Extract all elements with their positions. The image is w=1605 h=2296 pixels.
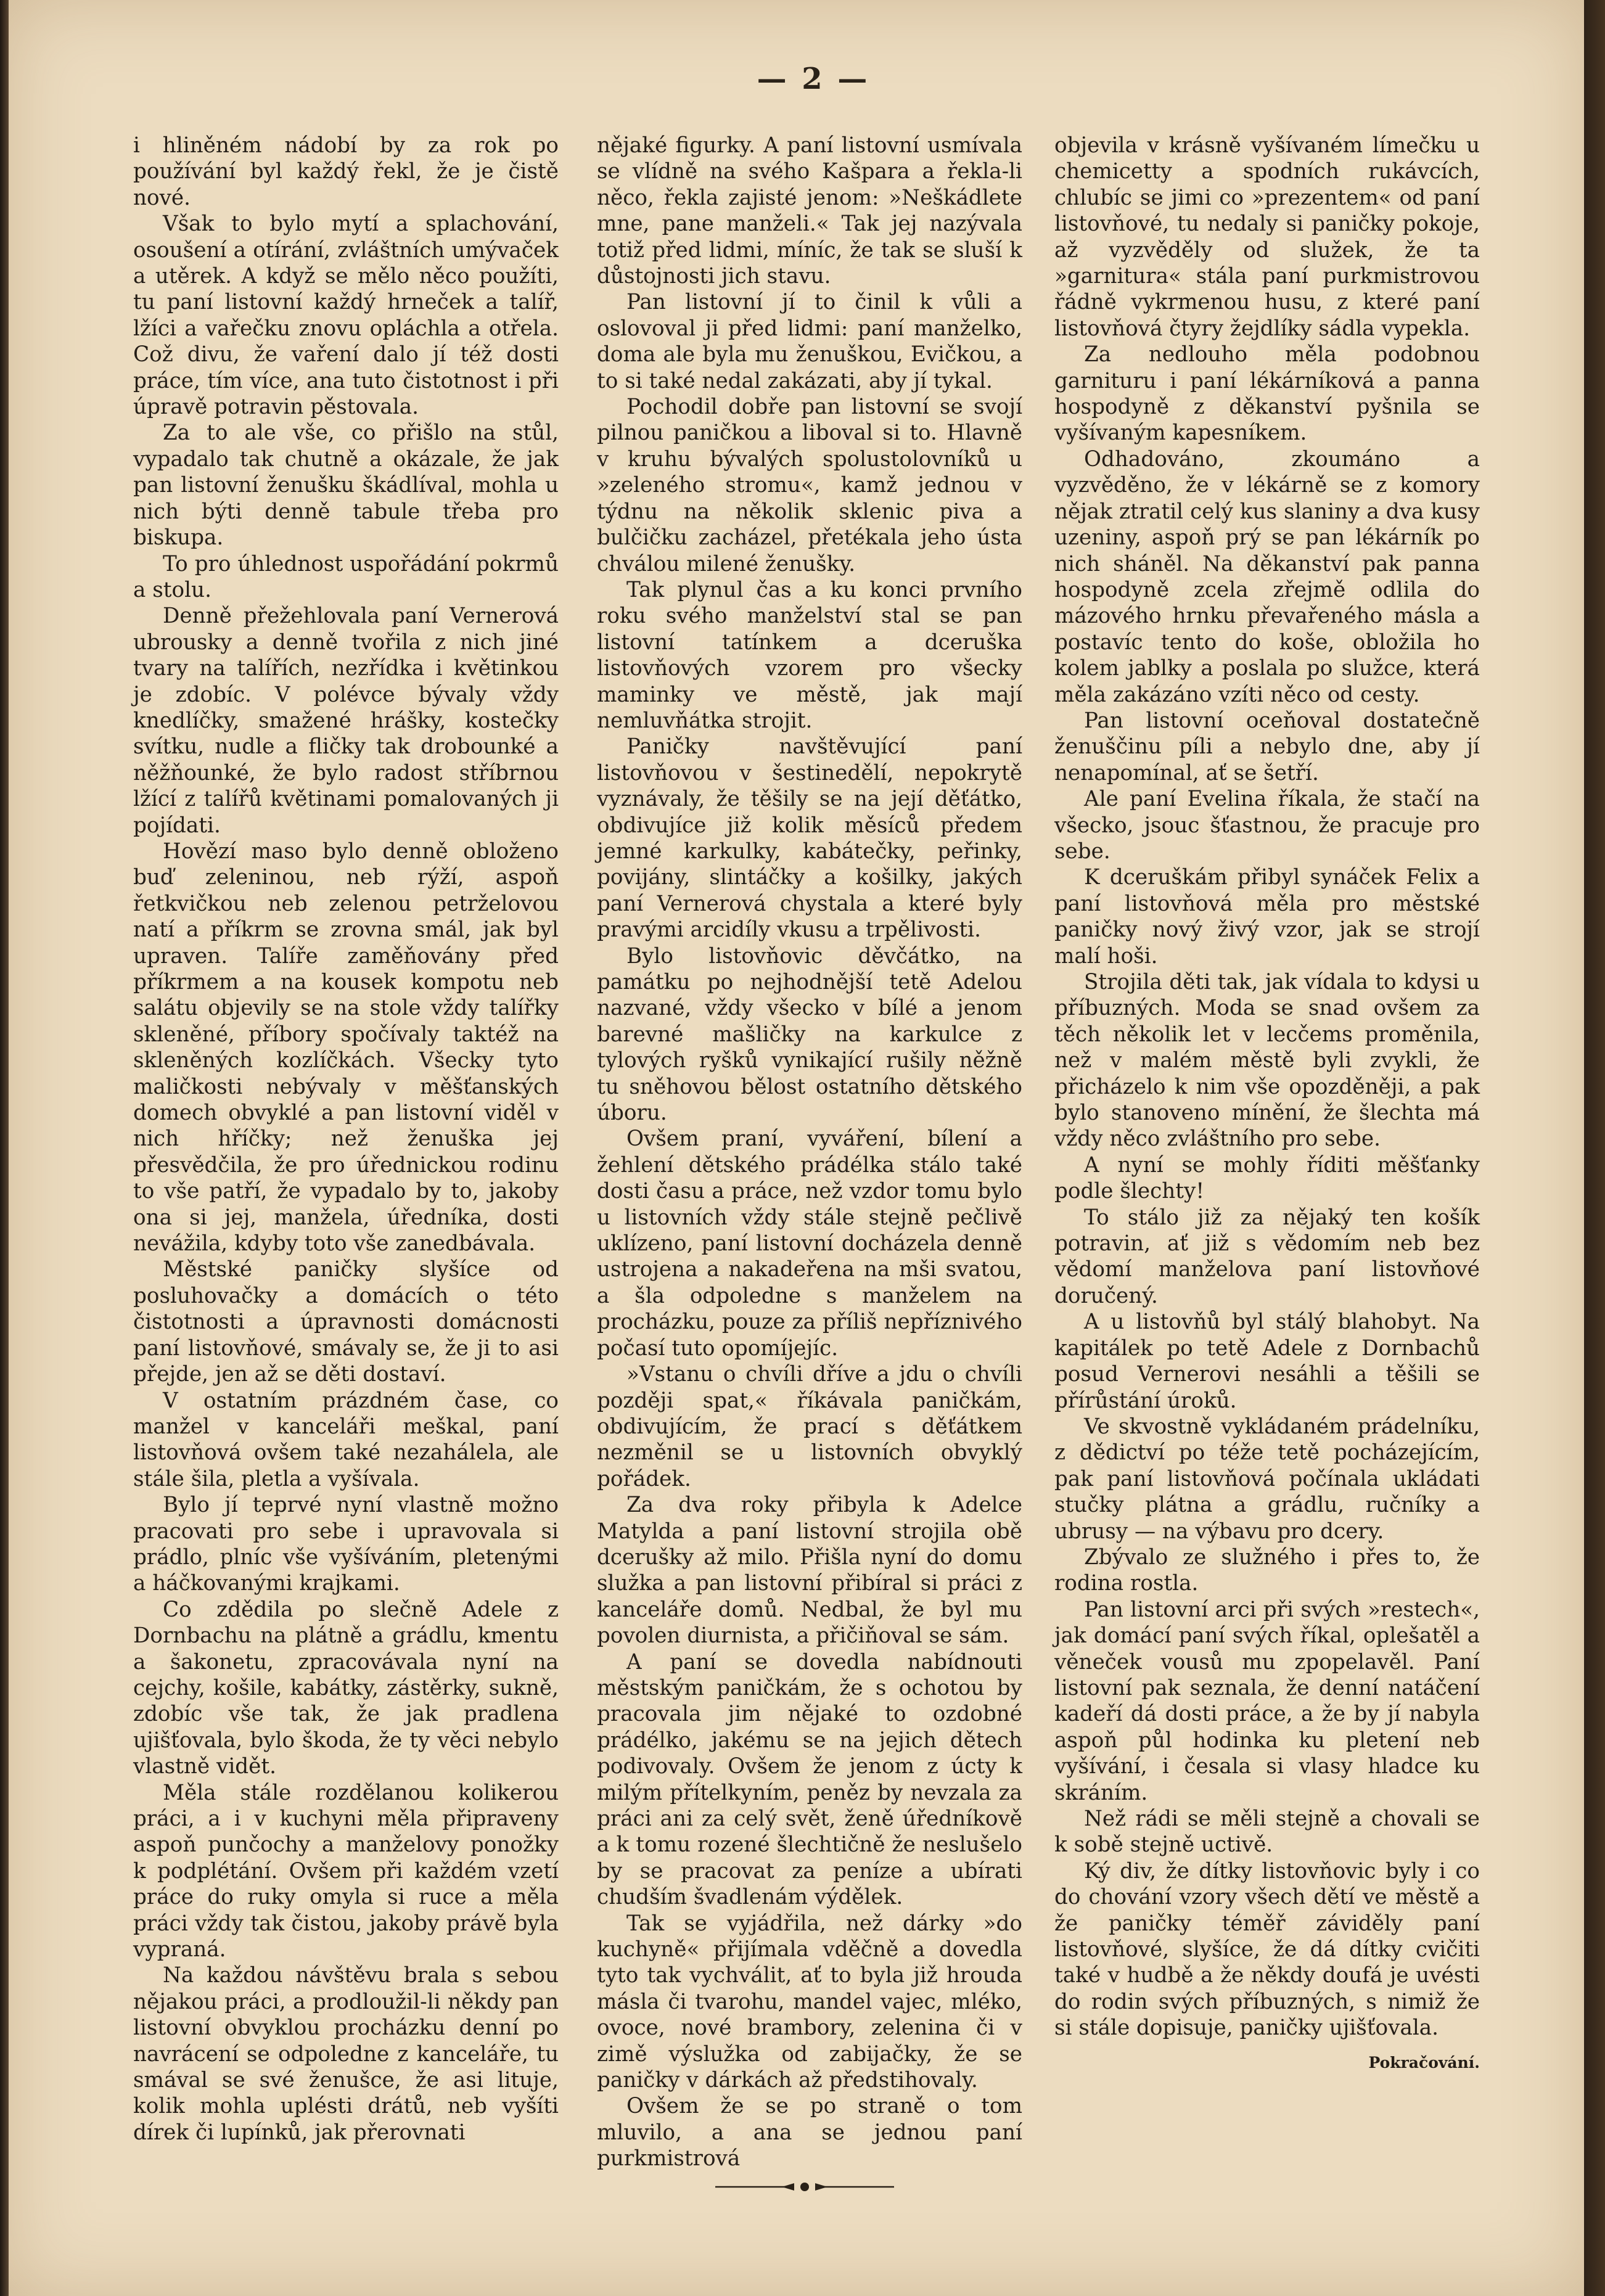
paragraph: V ostatním prázdném čase, co manžel v kanceláři meškal, paní listovňová ovšem také nezahálela, ale stále šila, pletla a vyšívala.: [133, 1388, 559, 1491]
paragraph: Měla stále rozdělanou kolikerou práci, a i v kuchyni měla připraveny aspoň punčochy a manželovy ponožky k podplétání. Ovšem při každém vzetí práce do ruky omyla si ruce a měla práci vždy tak čistou, jakoby právě byla vypraná.: [133, 1780, 559, 1962]
paragraph: nějaké figurky. A paní listovní usmívala se vlídně na svého Kašpara a řekla-li něco, řekla zajisté jenom: »Neškádlete mne, pane manželi.« Tak jej nazývala totiž před lidmi, míníc, že tak se sluší k důstojnosti jich stavu.: [597, 133, 1022, 289]
paragraph: To stálo již za nějaký ten košík potravin, ať již s vědomím neb bez vědomí manželova paní listovňové doručený.: [1054, 1205, 1480, 1308]
paragraph: i hliněném nádobí by za rok po používání byl každý řekl, že je čistě nové.: [133, 133, 559, 210]
continued-label: Pokračování.: [1368, 2053, 1480, 2072]
paragraph: Ovšem praní, vyváření, bílení a žehlení dětského prádélka stálo také dosti času a práce, než vzdor tomu bylo u listovních vždy stále stejně pečlivě uklízeno, paní listovní docházela denně ustrojena a nakadeřena na mši svatou, a šla odpoledne s manželem na procházku, pouze za příliš nepříznivého počasí tuto opomíjejíc.: [597, 1126, 1022, 1361]
paragraph: Denně přežehlovala paní Vernerová ubrousky a denně tvořila z nich jiné tvary na talířích, nezřídka i květinkou je zdobíc. V polévce bývaly vždy knedlíčky, smažené hrášky, kostečky svítku, nudle a fličky tak drobounké a něžňounké, že bylo radost stříbrnou lžící z talířů květinami pomalovaných ji pojídati.: [133, 604, 559, 838]
page-number: — 2 —: [757, 62, 870, 96]
paragraph: Pochodil dobře pan listovní se svojí pilnou paničkou a liboval si to. Hlavně v kruhu bývalých spolustolovníků u »zeleného stromu«, kamž jednou v týdnu na několik sklenic piva a bulčičku zacházel, přetékala jeho ústa chválou milené ženušky.: [597, 395, 1022, 576]
paragraph: Však to bylo mytí a splachování, osoušení a otírání, zvláštních umývaček a utěrek. A když se mělo něco použíti, tu paní listovní každý hrneček a talíř, lžíci a vařečku znovu opláchla a otřela. Což divu, že vaření dalo jí též dosti práce, tím více, ana tuto čistotnost i při úpravě potravin pěstovala.: [133, 211, 559, 420]
paragraph: Ve skvostně vykládaném prádelníku, z dědictví po téže tetě pocházejícím, pak paní listovňová počínala ukládati stučky plátna a grádlu, ručníky a ubrusy — na výbavu pro dcery.: [1054, 1414, 1480, 1544]
paragraph: Ovšem že se po straně o tom mluvilo, a ana se jednou paní purkmistrová: [597, 2094, 1022, 2171]
paragraph: Paničky navštěvující paní listovňovou v šestinedělí, nepokrytě vyznávaly, že těšily se na její děťátko, obdivujíce již kolik měsíců předem jemné karkulky, kabátečky, peřinky, povijány, slintáčky a košilky, jakých paní Vernerová chystala a které byly pravými arcidíly vkusu a trpělivosti.: [597, 734, 1022, 943]
binding-edge: [0, 0, 9, 2296]
paragraph: Strojila děti tak, jak vídala to kdysi u příbuzných. Moda se snad ovšem za těch několik let v lecčems proměnila, než v malém městě byli zvykli, že přicházelo k nim vše opozděněji, a pak bylo stanoveno mínění, že šlechta má vždy něco zvláštního pro sebe.: [1054, 970, 1480, 1152]
paragraph: Ale paní Evelina říkala, že stačí na všecko, jsouc šťastnou, že pracuje pro sebe.: [1054, 787, 1480, 864]
paragraph: Za nedlouho měla podobnou garnituru i paní lékárníková a panna hospodyně z děkanství pyšnila se vyšívaným kapesníkem.: [1054, 342, 1480, 446]
paragraph: A nyní se mohly říditi měšťanky podle šlechty!: [1054, 1152, 1480, 1204]
paragraph: Bylo jí teprvé nyní vlastně možno pracovati pro sebe i upravovala si prádlo, plníc vše vyšíváním, pletenými a háčkovanými krajkami.: [133, 1493, 559, 1596]
paragraph: Tak se vyjádřila, než dárky »do kuchyně« přijímala vděčně a dovedla tyto tak vychválit, ať to byla již hrouda másla či tvarohu, mandel vajec, mléko, ovoce, nové brambory, zelenina či v zimě výslužka od zabijačky, že se paničky v dárkách až předstihovaly.: [597, 1911, 1022, 2093]
page-edge-shadow: [1584, 0, 1605, 2296]
paragraph: A paní se dovedla nabídnouti městským paničkám, že s ochotou by pracovala jim nějaké to ozdobné prádélko, jakému se na jejich dětech podivovaly. Ovšem že jenom z úcty k milým přítelkyním, peněz by nevzala za práci ani za celý svět, ženě úředníkově a k tomu rozené šlechtičně že neslušelo by se pracovat za peníze a ubírati chudším švadlenám výdělek.: [597, 1649, 1022, 1910]
paragraph: K dceruškám přibyl synáček Felix a paní listovňová měla pro městské paničky nový živý vzor, jak se strojí malí hoši.: [1054, 865, 1480, 969]
paragraph: Za dva roky přibyla k Adelce Matylda a paní listovní strojila obě dcerušky až milo. Přišla nyní do domu služka a pan listovní přibíral si práci z kanceláře domů. Nedbal, že byl mu povolen diurnista, a přičiňoval se sám.: [597, 1493, 1022, 1649]
text-column-1: [133, 133, 559, 2146]
paragraph: Pan listovní oceňoval dostatečně ženuščinu píli a nebylo dne, aby jí nenapomínal, ať se šetří.: [1054, 708, 1480, 785]
divider-ornament: [715, 2178, 894, 2196]
paragraph: Bylo listovňovic děvčátko, na památku po nejhodnější tetě Adelou nazvané, vždy všecko v bílé a jenom barevné mašličky na karkulce z tylových ryšků vynikající rušily něžně tu sněhovou bělost ostatního dětského úboru.: [597, 943, 1022, 1126]
paragraph: Co zdědila po slečně Adele z Dornbachu na plátně a grádlu, kmentu a šakonetu, zpracovávala nyní na cejchy, košile, kabátky, zástěrky, sukně, zdobíc vše tak, že jak pradlena ujišťovala, bylo škoda, že ty věci nebylo vlastně vidět.: [133, 1597, 559, 1779]
paragraph: Odhadováno, zkoumáno a vyzvěděno, že v lékárně se z komory nějak ztratil celý kus slaniny a dva kusy uzeniny, aspoň prý se pan lékárník po nich sháněl. Na děkanství pak panna hospodyně zcela zřejmě odlila do mázového hrnku převařeného másla a postavíc tento do koše, obložila ho kolem jablky a poslala po služce, která měla zakázáno vzíti něco od cesty.: [1054, 446, 1480, 707]
paragraph: Na každou návštěvu brala s sebou nějakou práci, a prodloužil-li někdy pan listovní obvyklou procházku denní po navrácení se odpoledne z kanceláře, tu smával se své ženušce, že asi lituje, kolik mohla uplésti drátů, neb vyšíti dírek či lupínků, jak přerovnati: [133, 1963, 559, 2145]
paragraph: Pan listovní arci při svých »restech«, jak domácí paní svých říkal, oplešatěl a věneček vousů mu zpopelavěl. Paní listovní pak seznala, že denní natáčení kadeří dá dosti práce, a že by jí nabyla aspoň půl hodinka ku pletení neb vyšívání, i česala si vlasy hladce ku skráním.: [1054, 1597, 1480, 1805]
paragraph: objevila v krásně vyšívaném límečku u chemicetty a spodních rukávcích, chlubíc se jimi co »prezentem« od paní listovňové, tu nedaly si paničky pokoje, až vyzvěděly od služek, že ta »garnitura« stála paní purkmistrovou řádně vykrmenou husu, z které paní listovňová čtyry žejdlíky sádla vypekla.: [1054, 133, 1480, 341]
paragraph: Ký div, že dítky listovňovic byly i co do chování vzory všech dětí ve městě a že paničky téměř záviděly paní listovňové, slyšíce, že dá dítky cvičiti také v hudbě a že někdy doufá je uvésti do rodin svých příbuzných, s nimiž že si stále dopisuje, paničky ujišťovala.: [1054, 1858, 1480, 2041]
paragraph: »Vstanu o chvíli dříve a jdu o chvíli později spat,« říkávala paničkám, obdivujícím, že prací s děťátkem nezměnil se u listovních obvyklý pořádek.: [597, 1362, 1022, 1491]
text-column-2: [597, 133, 1022, 2172]
paragraph: Tak plynul čas a ku konci prvního roku svého manželství stal se pan listovní tatínkem a dceruška listovňových vzorem pro všecky maminky ve městě, jak mají nemluvňátka strojit.: [597, 577, 1022, 733]
paragraph: Zbývalo ze služného i přes to, že rodina rostla.: [1054, 1544, 1480, 1596]
text-column-3: [1054, 133, 1480, 2076]
paragraph: Za to ale vše, co přišlo na stůl, vypadalo tak chutně a okázale, že jak pan listovní ženušku škádlíval, mohla u nich býti denně tabule třeba pro biskupa.: [133, 420, 559, 551]
paragraph: Pan listovní jí to činil k vůli a oslovoval ji před lidmi: paní manželko, doma ale byla mu ženuškou, Evičkou, a to si také nedal zakázati, aby jí tykal.: [597, 290, 1022, 393]
paragraph: Městské paničky slyšíce od posluhovačky a domácích o této čistotnosti a úpravnosti domácnosti paní listovňové, smávaly se, že ji to asi přejde, jen až se děti dostaví.: [133, 1257, 559, 1387]
paragraph: Hovězí maso bylo denně obloženo buď zeleninou, neb rýží, aspoň řetkvičkou neb zelenou petrželovou natí a příkrm se zrovna smál, jak byl upraven. Talíře zaměňovány před příkrmem a na kousek kompotu neb salátu objevily se na stole vždy talířky skleněné, příbory spočívaly taktéž na skleněných kozlíčkách. Všecky tyto maličkosti nebývaly v měšťanských domech obvyklé a pan listovní viděl v nich hříčky; než ženuška jej přesvědčila, že pro úřednickou rodinu to vše patří, že vypadalo by to, jakoby ona si jej, manžela, úředníka, dosti nevážila, kdyby toto vše zanedbávala.: [133, 838, 559, 1257]
paragraph: A u listovňů byl stálý blahobyt. Na kapitálek po tetě Adele z Dornbachů posud Vernerovi nesáhli a těšili se přírůstání úroků.: [1054, 1310, 1480, 1413]
paragraph: Než rádi se měli stejně a chovali se k sobě stejně uctivě.: [1054, 1806, 1480, 1858]
paragraph: To pro úhlednost uspořádání pokrmů a stolu.: [133, 551, 559, 602]
